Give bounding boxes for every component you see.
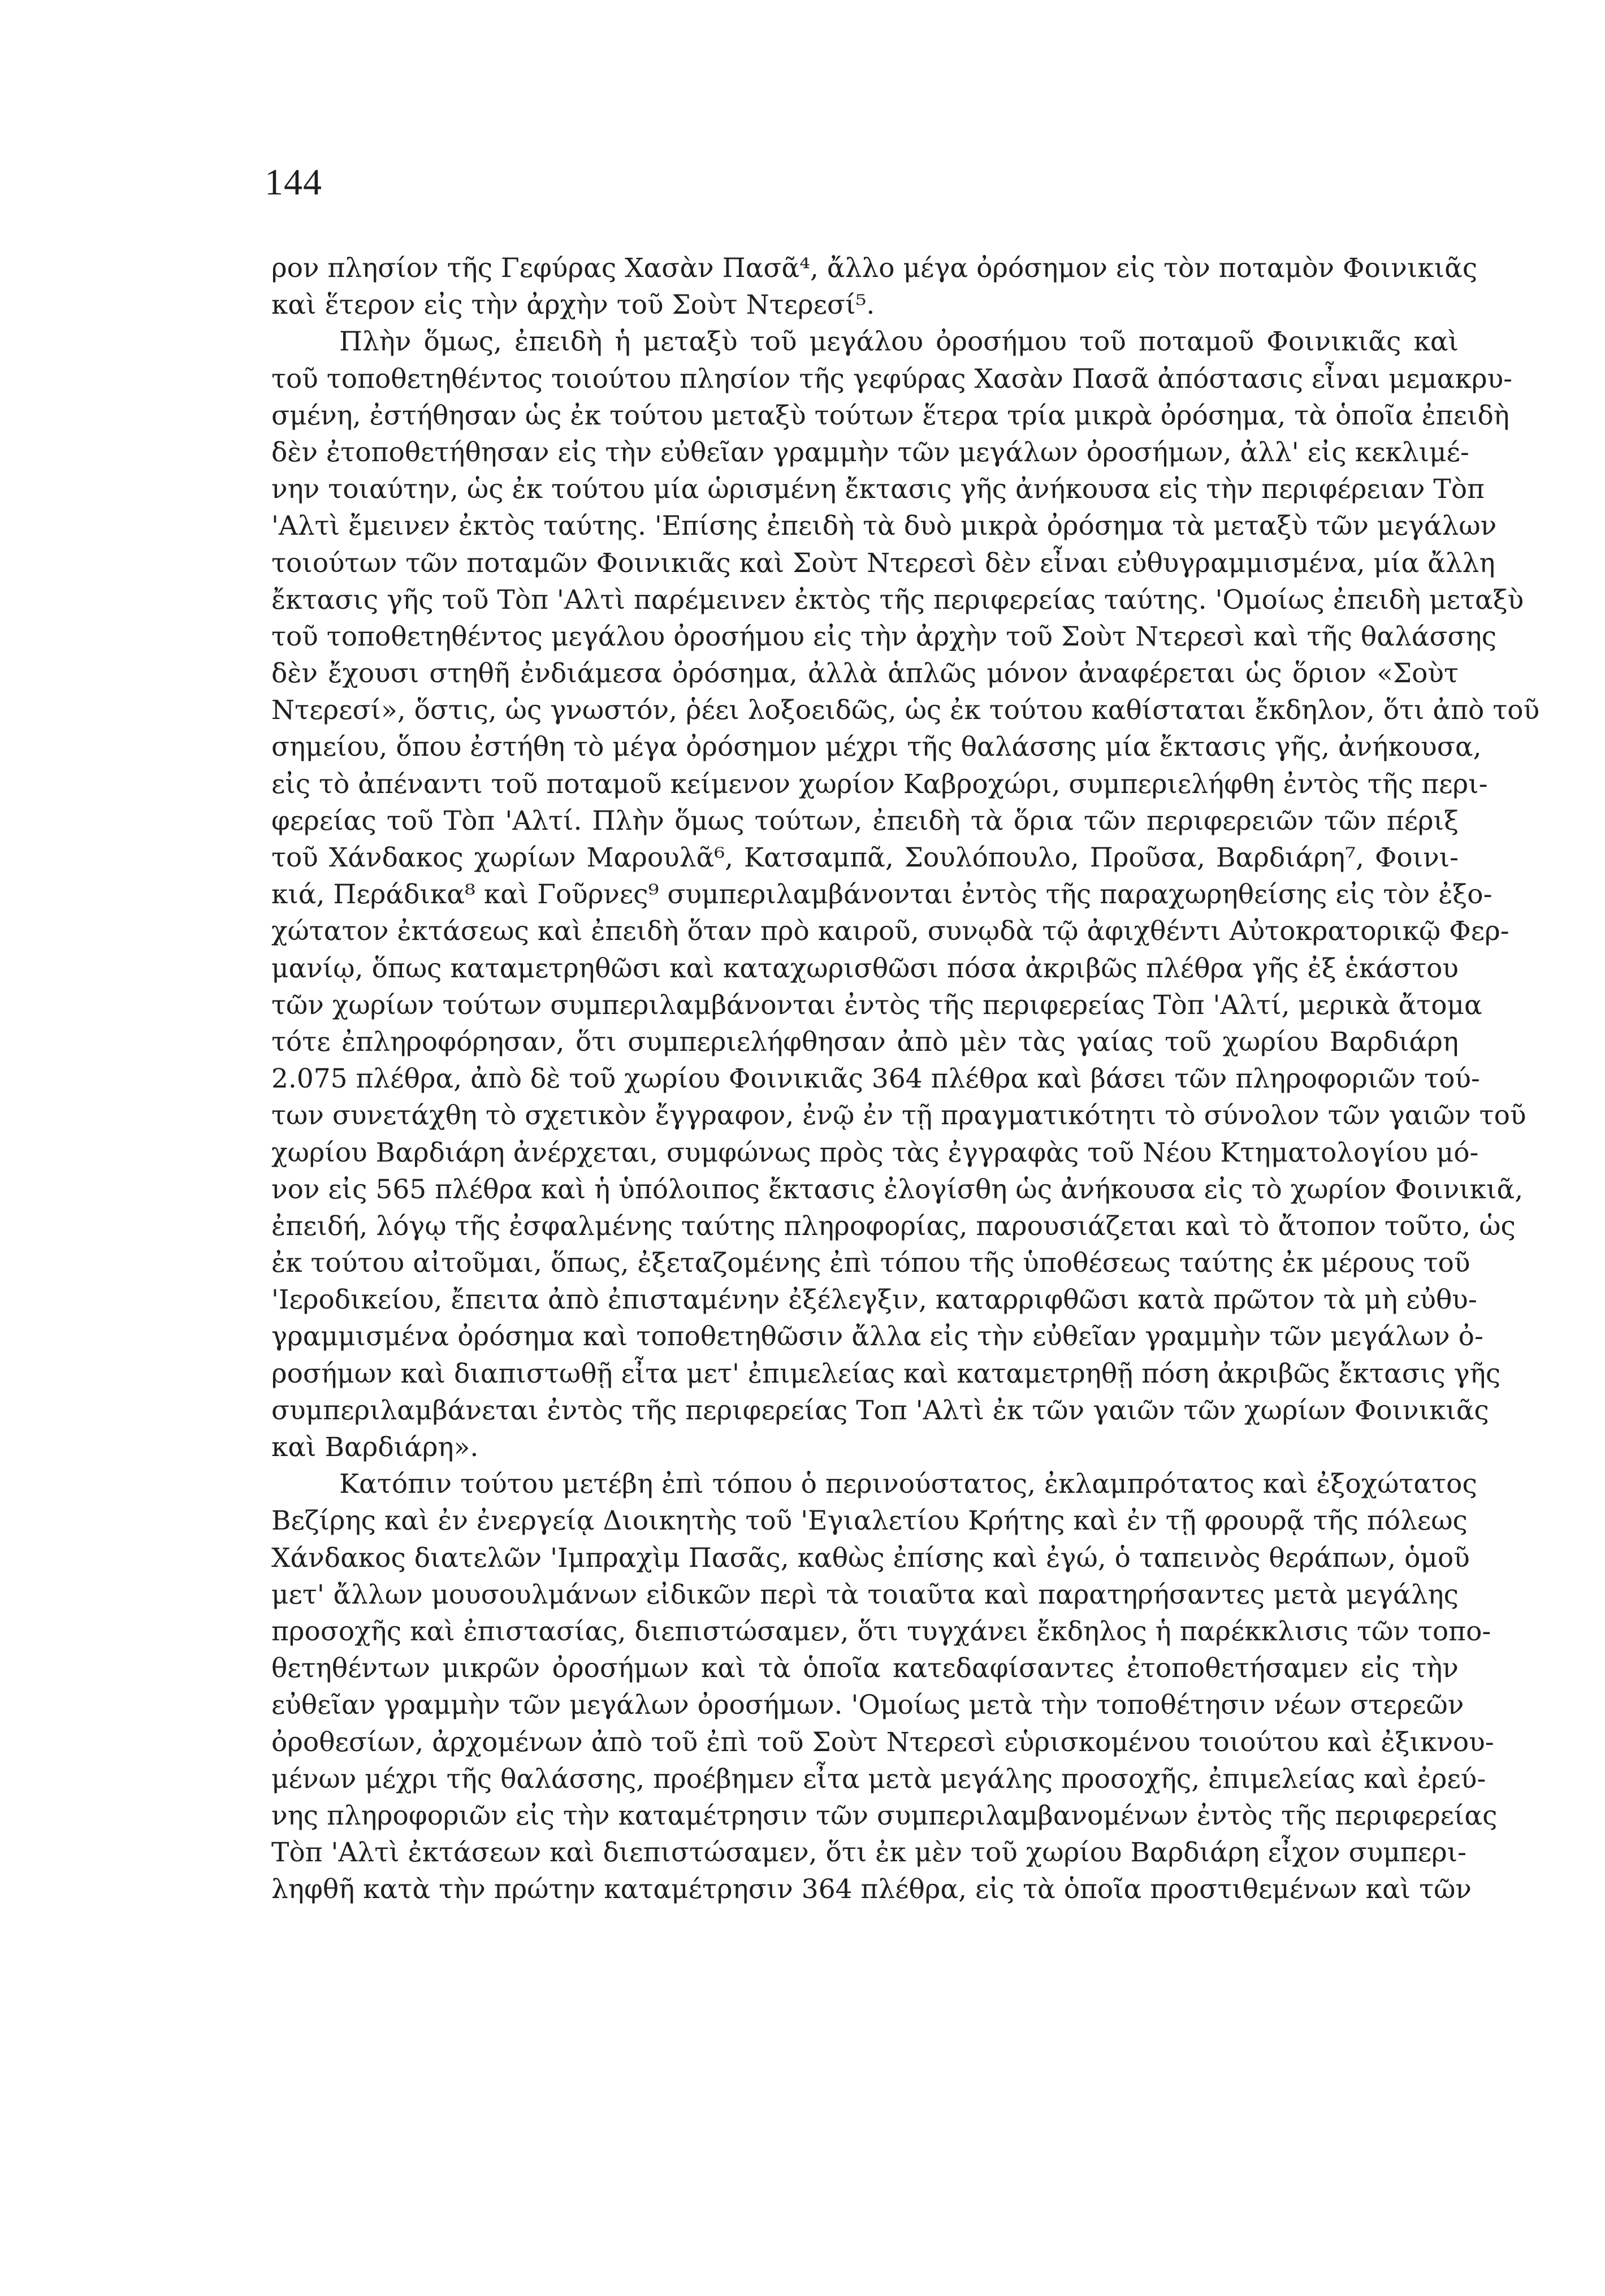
text-line: δὲν ἐτοποθετήθησαν εἰς τὴν εὐθεῖαν γραμμὴν τῶν μεγάλων ὀροσήμων, ἀλλ' εἰς κεκλιμέ- — [271, 436, 1469, 468]
text-line: ἔκτασις γῆς τοῦ Τὸπ 'Αλτὶ παρέμεινεν ἐκτὸς τῆς περιφερείας ταύτης. 'Ομοίως ἐπειδὴ μεταξὺ — [271, 584, 1524, 616]
text-line: νης πληροφοριῶν εἰς τὴν καταμέτρησιν τῶν συμπεριλαμβανομένων ἐντὸς τῆς περιφερείας — [271, 1800, 1498, 1831]
text-line: ὀροθεσίων, ἀρχομένων ἀπὸ τοῦ ἐπὶ τοῦ Σοὺτ Ντερεσὶ εὑρισκομένου τοιούτου καὶ ἐξικνου- — [271, 1726, 1494, 1758]
text-line: τότε ἐπληροφόρησαν, ὅτι συμπεριελήφθησαν ἀπὸ μὲν τὰς γαίας τοῦ χωρίου Βαρδιάρη — [271, 1026, 1459, 1058]
text-line: μετ' ἄλλων μουσουλμάνων εἰδικῶν περὶ τὰ τοιαῦτα καὶ παρατηρήσαντες μετὰ μεγάλης — [271, 1579, 1459, 1610]
text-line: εἰς τὸ ἀπέναντι τοῦ ποταμοῦ κείμενον χωρίον Καβροχώρι, συμπεριελήφθη ἐντὸς τῆς περι- — [271, 768, 1488, 800]
text-line: Βεζίρης καὶ ἐν ἐνεργείᾳ Διοικητὴς τοῦ 'Εγιαλετίου Κρήτης καὶ ἐν τῇ φρουρᾷ τῆς πόλεως — [271, 1505, 1468, 1537]
text-line: καὶ ἕτερον εἰς τὴν ἀρχὴν τοῦ Σοὺτ Ντερεσί⁵. — [271, 289, 875, 321]
text-line: μανίῳ, ὅπως καταμετρηθῶσι καὶ καταχωρισθῶσι πόσα ἀκριβῶς πλέθρα γῆς ἐξ ἑκάστου — [271, 952, 1459, 984]
text-line: Χάνδακος διατελῶν 'Ιμπραχὶμ Πασᾶς, καθὼς ἐπίσης καὶ ἐγώ, ὁ ταπεινὸς θεράπων, ὁμοῦ — [271, 1542, 1470, 1574]
text-line: των συνετάχθη τὸ σχετικὸν ἔγγραφον, ἐνῷ ἐν τῇ πραγματικότητι τὸ σύνολον τῶν γαιῶν τοῦ — [271, 1100, 1526, 1132]
text-line: Πλὴν ὅμως, ἐπειδὴ ἡ μεταξὺ τοῦ μεγάλου ὀροσήμου τοῦ ποταμοῦ Φοινικιᾶς καὶ — [339, 326, 1459, 358]
text-line: φερείας τοῦ Τὸπ 'Αλτί. Πλὴν ὅμως τούτων, ἐπειδὴ τὰ ὅρια τῶν περιφερειῶν τῶν πέριξ — [271, 805, 1459, 837]
text-line: κιά, Περάδικα⁸ καὶ Γοῦρνες⁹ συμπεριλαμβάνονται ἐντὸς τῆς παραχωρηθείσης εἰς τὸν ἐξο- — [271, 879, 1492, 911]
text-line: τῶν χωρίων τούτων συμπεριλαμβάνονται ἐντὸς τῆς περιφερείας Τὸπ 'Αλτί, μερικὰ ἄτομα — [271, 989, 1482, 1021]
text-line: τοῦ Χάνδακος χωρίων Μαρουλᾶ⁶, Κατσαμπᾶ, Σουλόπουλο, Προῦσα, Βαρδιάρη⁷, Φοινι- — [271, 842, 1459, 873]
text-line: τοιούτων τῶν ποταμῶν Φοινικιᾶς καὶ Σοὺτ Ντερεσὶ δὲν εἶναι εὐθυγραμμισμένα, μία ἄλλη — [271, 547, 1495, 579]
text-line: 'Αλτὶ ἔμεινεν ἐκτὸς ταύτης. 'Επίσης ἐπειδὴ τὰ δυὸ μικρὰ ὀρόσημα τὰ μεταξὺ τῶν μεγάλων — [271, 510, 1497, 542]
page-number: 144 — [265, 162, 322, 203]
text-line: 'Ιεροδικείου, ἔπειτα ἀπὸ ἐπισταμένην ἐξέλεγξιν, καταρριφθῶσι κατὰ πρῶτον τὰ μὴ εὐθυ- — [271, 1284, 1477, 1316]
text-line: δὲν ἔχουσι στηθῆ ἐνδιάμεσα ὀρόσημα, ἀλλὰ ἁπλῶς μόνον ἀναφέρεται ὡς ὅριον «Σοὺτ — [271, 658, 1459, 690]
text-line: ἐκ τούτου αἰτοῦμαι, ὅπως, ἐξεταζομένης ἐπὶ τόπου τῆς ὑποθέσεως ταύτης ἐκ μέρους τοῦ — [271, 1247, 1470, 1279]
text-line: Κατόπιν τούτου μετέβη ἐπὶ τόπου ὁ περινούστατος, ἐκλαμπρότατος καὶ ἐξοχώτατος — [339, 1468, 1477, 1500]
text-line: 2.075 πλέθρα, ἀπὸ δὲ τοῦ χωρίου Φοινικιᾶς 364 πλέθρα καὶ βάσει τῶν πληροφοριῶν τού- — [271, 1063, 1480, 1095]
text-line: νον εἰς 565 πλέθρα καὶ ἡ ὑπόλοιπος ἔκτασις ἐλογίσθη ὡς ἀνήκουσα εἰς τὸ χωρίον Φοινικιᾶ, — [271, 1173, 1524, 1205]
text-line: τοῦ τοποθετηθέντος μεγάλου ὀροσήμου εἰς τὴν ἀρχὴν τοῦ Σοὺτ Ντερεσὶ καὶ τῆς θαλάσσης — [271, 621, 1497, 652]
text-line: ληφθῆ κατὰ τὴν πρώτην καταμέτρησιν 364 πλέθρα, εἰς τὰ ὁποῖα προστιθεμένων καὶ τῶν — [271, 1874, 1472, 1905]
text-line: Ντερεσί», ὅστις, ὡς γνωστόν, ῥέει λοξοειδῶς, ὡς ἐκ τούτου καθίσταται ἔκδηλον, ὅτι ἀπὸ τοῦ — [271, 695, 1540, 726]
text-line: χωρίου Βαρδιάρη ἀνέρχεται, συμφώνως πρὸς τὰς ἐγγραφὰς τοῦ Νέου Κτηματολογίου μό- — [271, 1137, 1479, 1168]
text-line: ροσήμων καὶ διαπιστωθῇ εἶτα μετ' ἐπιμελείας καὶ καταμετρηθῇ πόση ἀκριβῶς ἔκτασις γῆς — [271, 1358, 1501, 1389]
text-line: Τὸπ 'Αλτὶ ἐκτάσεων καὶ διεπιστώσαμεν, ὅτι ἐκ μὲν τοῦ χωρίου Βαρδιάρη εἶχον συμπερι- — [271, 1837, 1467, 1869]
text-line: θετηθέντων μικρῶν ὀροσήμων καὶ τὰ ὁποῖα κατεδαφίσαντες ἐτοποθετήσαμεν εἰς τὴν — [271, 1653, 1459, 1684]
text-line: γραμμισμένα ὀρόσημα καὶ τοποθετηθῶσιν ἄλλα εἰς τὴν εὐθεῖαν γραμμὴν τῶν μεγάλων ὀ- — [271, 1321, 1483, 1353]
text-line: ἐπειδή, λόγῳ τῆς ἐσφαλμένης ταύτης πληροφορίας, παρουσιάζεται καὶ τὸ ἄτοπον τοῦτο, ὡς — [271, 1210, 1516, 1242]
text-line: προσοχῆς καὶ ἐπιστασίας, διεπιστώσαμεν, ὅτι τυγχάνει ἔκδηλος ἡ παρέκκλισις τῶν τοπο- — [271, 1615, 1491, 1647]
text-line: χώτατον ἐκτάσεως καὶ ἐπειδὴ ὅταν πρὸ καιροῦ, συνῳδὰ τῷ ἀφιχθέντι Αὐτοκρατορικῷ Φερ- — [271, 916, 1509, 947]
text-line: εὐθεῖαν γραμμὴν τῶν μεγάλων ὀροσήμων. 'Ομοίως μετὰ τὴν τοποθέτησιν νέων στερεῶν — [271, 1689, 1464, 1721]
text-line: ρον πλησίον τῆς Γεφύρας Χασὰν Πασᾶ⁴, ἄλλο μέγα ὀρόσημον εἰς τὸν ποταμὸν Φοινικιᾶς — [271, 253, 1478, 284]
text-line: καὶ Βαρδιάρη». — [271, 1432, 479, 1463]
body-text — [271, 250, 1540, 1908]
text-line: συμπεριλαμβάνεται ἐντὸς τῆς περιφερείας Τοπ 'Αλτὶ ἐκ τῶν γαιῶν τῶν χωρίων Φοινικιᾶς — [271, 1394, 1489, 1426]
text-line: τοῦ τοποθετηθέντος τοιούτου πλησίον τῆς γεφύρας Χασὰν Πασᾶ ἀπόστασις εἶναι μεμακρυ- — [271, 363, 1513, 395]
text-line: σημείου, ὅπου ἐστήθη τὸ μέγα ὀρόσημον μέχρι τῆς θαλάσσης μία ἔκτασις γῆς, ἀνήκουσα, — [271, 731, 1482, 763]
text-line: σμένη, ἐστήθησαν ὡς ἐκ τούτου μεταξὺ τούτων ἕτερα τρία μικρὰ ὀρόσημα, τὰ ὁποῖα ἐπειδὴ — [271, 400, 1509, 431]
text-line: μένων μέχρι τῆς θαλάσσης, προέβημεν εἶτα μετὰ μεγάλης προσοχῆς, ἐπιμελείας καὶ ἐρεύ- — [271, 1763, 1486, 1795]
text-line: νην τοιαύτην, ὡς ἐκ τούτου μία ὡρισμένη ἔκτασις γῆς ἀνήκουσα εἰς τὴν περιφέρειαν Τὸπ — [271, 474, 1485, 505]
